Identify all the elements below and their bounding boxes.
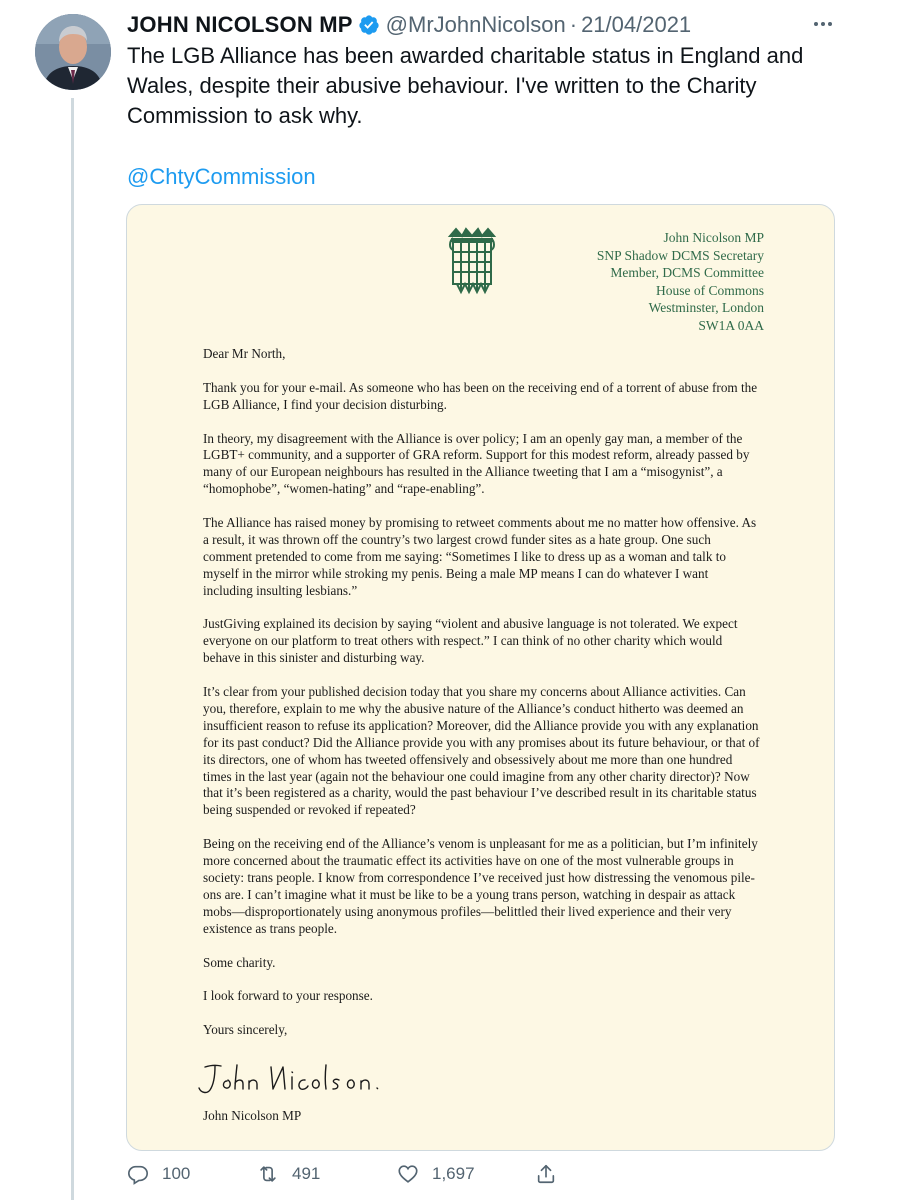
letter-paragraph: Some charity. [203,954,276,970]
heart-icon [397,1163,419,1185]
tweet-header [127,8,839,42]
address-line: Member, DCMS Committee [610,265,764,281]
signatory-name: John Nicolson MP [203,1108,302,1123]
like-button[interactable] [397,1158,475,1190]
thread-line [71,98,74,1200]
tweet-date[interactable]: 21/04/2021 [581,12,692,37]
letter [127,205,834,1150]
retweet-button[interactable] [257,1158,320,1190]
letter-paragraph: The Alliance has raised money by promising to retweet comments about me no matter how offensive. As a result, it was thrown off the country’s two largest crowd funder sites as a hate group. One such comment pretended to come from me saying: “Sometimes I like to dress up as a woman and talk to myself in the mirror while stroking my penis. Being a male MP means I can do whatever I want including insulting lesbians.” [203,515,757,598]
reply-icon [127,1163,149,1185]
letter-paragraph: I look forward to your response. [203,988,373,1004]
sender-address [597,229,764,335]
letter-paragraph: Thank you for your e-mail. As someone who has been on the receiving end of a torrent of abuse from the LGB Alliance, I find your decision disturbing. [203,379,758,412]
letter-paragraph: It’s clear from your published decision today that you share my concerns about Alliance activities. Can you, therefore, explain to me why the abusive nature of the Alliance’s conduct hitherto was deemed an insufficient reason to refuse its application? Moreover, did the Alliance provide you with any explanation for its past conduct? Did the Alliance provide you with any promises about its future behaviour, or that of its directors, one of whom has tweeted offensively and obsessively about me more than one hundred times in the last year (again not the behaviour one could imagine from any other charity director)? Now that it’s been registered as a charity, would the past behaviour I’ve described result in its charitable status being suspended or revoked if repeated? [203,684,760,818]
reply-count: 100 [162,1164,191,1183]
address-line: House of Commons [656,282,764,298]
letter-paragraph: JustGiving explained its decision by saying “violent and abusive language is not tolerated. We expect everyone on our platform to treat others with respect.” I can think of no other charity which would behave in this sinister and disturbing way. [203,616,738,666]
display-name[interactable]: JOHN NICOLSON MP [127,12,353,37]
share-icon [535,1163,557,1185]
letter-paragraph: In theory, my disagreement with the Alliance is over policy; I am an openly gay man, a member of the LGBT+ community, and a supporter of GRA reform. Support for this modest reform, already passed by many of our European neighbours has resulted in the Alliance tweeting that I am a “misogynist”, a “homophobe”, “women-hating” and “rape-enabling”. [203,430,750,497]
separator-dot: · [569,12,578,37]
letter-image[interactable] [126,204,835,1151]
tweet-actions [127,1158,567,1190]
letter-paragraph: Being on the receiving end of the Alliance’s venom is unpleasant for me as a politician, but I’m infinitely more concerned about the traumatic effect its activities have on one of the most vulnerable groups in society: trans people. I know from correspondence I’ve received just how distressing the venomous pile-ons are. I can’t imagine what it must be like to be a young trans person, watching in despair as attack mobs—disproportionately using anonymous profiles—belittled their lived experience and their very existence as trans people. [203,836,758,936]
address-line: John Nicolson MP [663,230,764,245]
retweet-icon [257,1163,279,1185]
more-options-icon[interactable] [811,12,835,36]
retweet-count: 491 [292,1164,321,1183]
share-button[interactable] [535,1158,557,1190]
verified-badge-icon [358,14,380,36]
tweet-text [127,41,847,131]
mention-link[interactable]: @ChtyCommission [127,164,316,189]
reply-button[interactable] [127,1158,190,1190]
address-line: Westminster, London [648,300,764,316]
avatar[interactable] [35,14,111,90]
handwritten-signature [191,1059,391,1099]
handle[interactable]: @MrJohnNicolson [385,12,566,37]
portcullis-crest-icon [447,226,497,300]
like-count: 1,697 [432,1164,475,1183]
tweet-body: The LGB Alliance has been awarded charitable status in England and Wales, despite their abusive behaviour. I've written to the Charity Commission to ask why. [127,43,804,128]
address-line: SNP Shadow DCMS Secretary [596,247,764,263]
letter-paragraph: Dear Mr North, [203,346,286,361]
letter-body [203,346,761,1056]
address-line: SW1A 0AA [698,317,764,333]
letter-paragraph: Yours sincerely, [203,1022,288,1038]
